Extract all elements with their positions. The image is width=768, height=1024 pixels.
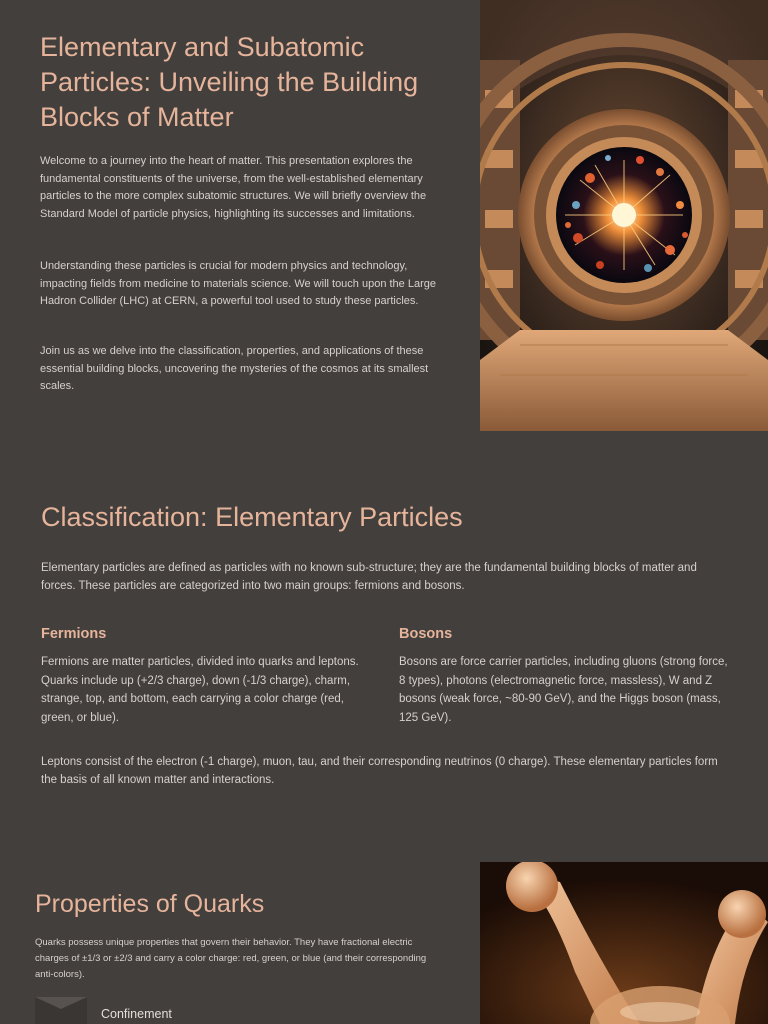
confinement-label: Confinement	[101, 1007, 172, 1021]
slide1-title: Elementary and Subatomic Particles: Unveiling the Building Blocks of Matter	[40, 32, 419, 132]
quark-illustration	[480, 862, 768, 1024]
slide1-paragraph-1: Welcome to a journey into the heart of matter. This presentation explores the fundamental constituents of the universe, from the well-established elementary particles to the more complex subatomic structures. We will briefly overview the Standard Model of particle physics, highlighting its successes and limitations.	[40, 155, 427, 220]
slide3-title: Properties of Quarks	[35, 890, 265, 918]
quark-image	[480, 862, 768, 1024]
slide2-intro: Elementary particles are defined as particles with no known sub-structure; they are the fundamental building blocks of matter and forces. These particles are categorized into two main groups: fermions and bosons.	[41, 562, 697, 592]
bosons-heading: Bosons	[399, 626, 453, 642]
slide1-paragraph-2: Understanding these particles is crucial for modern physics and technology, impacting fields from medicine to materials science. We will touch upon the Large Hadron Collider (LHC) at CERN, a powerful tool used to study these particles.	[40, 260, 436, 307]
confinement-icon	[35, 997, 87, 1024]
bookmark-icon	[35, 997, 87, 1024]
slide3-intro: Quarks possess unique properties that govern their behavior. They have fractional electric charges of ±1/3 or ±2/3 and carry a color charge: red, green, or blue (and their corresponding anti-colors).	[35, 937, 427, 980]
fermions-heading: Fermions	[41, 626, 107, 642]
particle-collider-image	[480, 0, 768, 431]
fermions-text: Fermions are matter particles, divided into quarks and leptons. Quarks include up (+2/3 charge), down (-1/3 charge), charm, strange, top, and bottom, each carrying a color charge (red, green, or blue).	[41, 656, 359, 724]
slide2-title: Classification: Elementary Particles	[41, 502, 463, 532]
collider-illustration	[480, 0, 768, 431]
leptons-text: Leptons consist of the electron (-1 charge), muon, tau, and their corresponding neutrinos (0 charge). These elementary particles form the basis of all known matter and interactions.	[41, 756, 718, 786]
bosons-text: Bosons are force carrier particles, including gluons (strong force, 8 types), photons (electromagnetic force, massless), W and Z bosons (weak force, ~80-90 GeV), and the Higgs boson (mass, 125 GeV).	[399, 656, 728, 724]
slide1-paragraph-3: Join us as we delve into the classification, properties, and applications of these essential building blocks, uncovering the mysteries of the cosmos at its smallest scales.	[40, 345, 429, 392]
